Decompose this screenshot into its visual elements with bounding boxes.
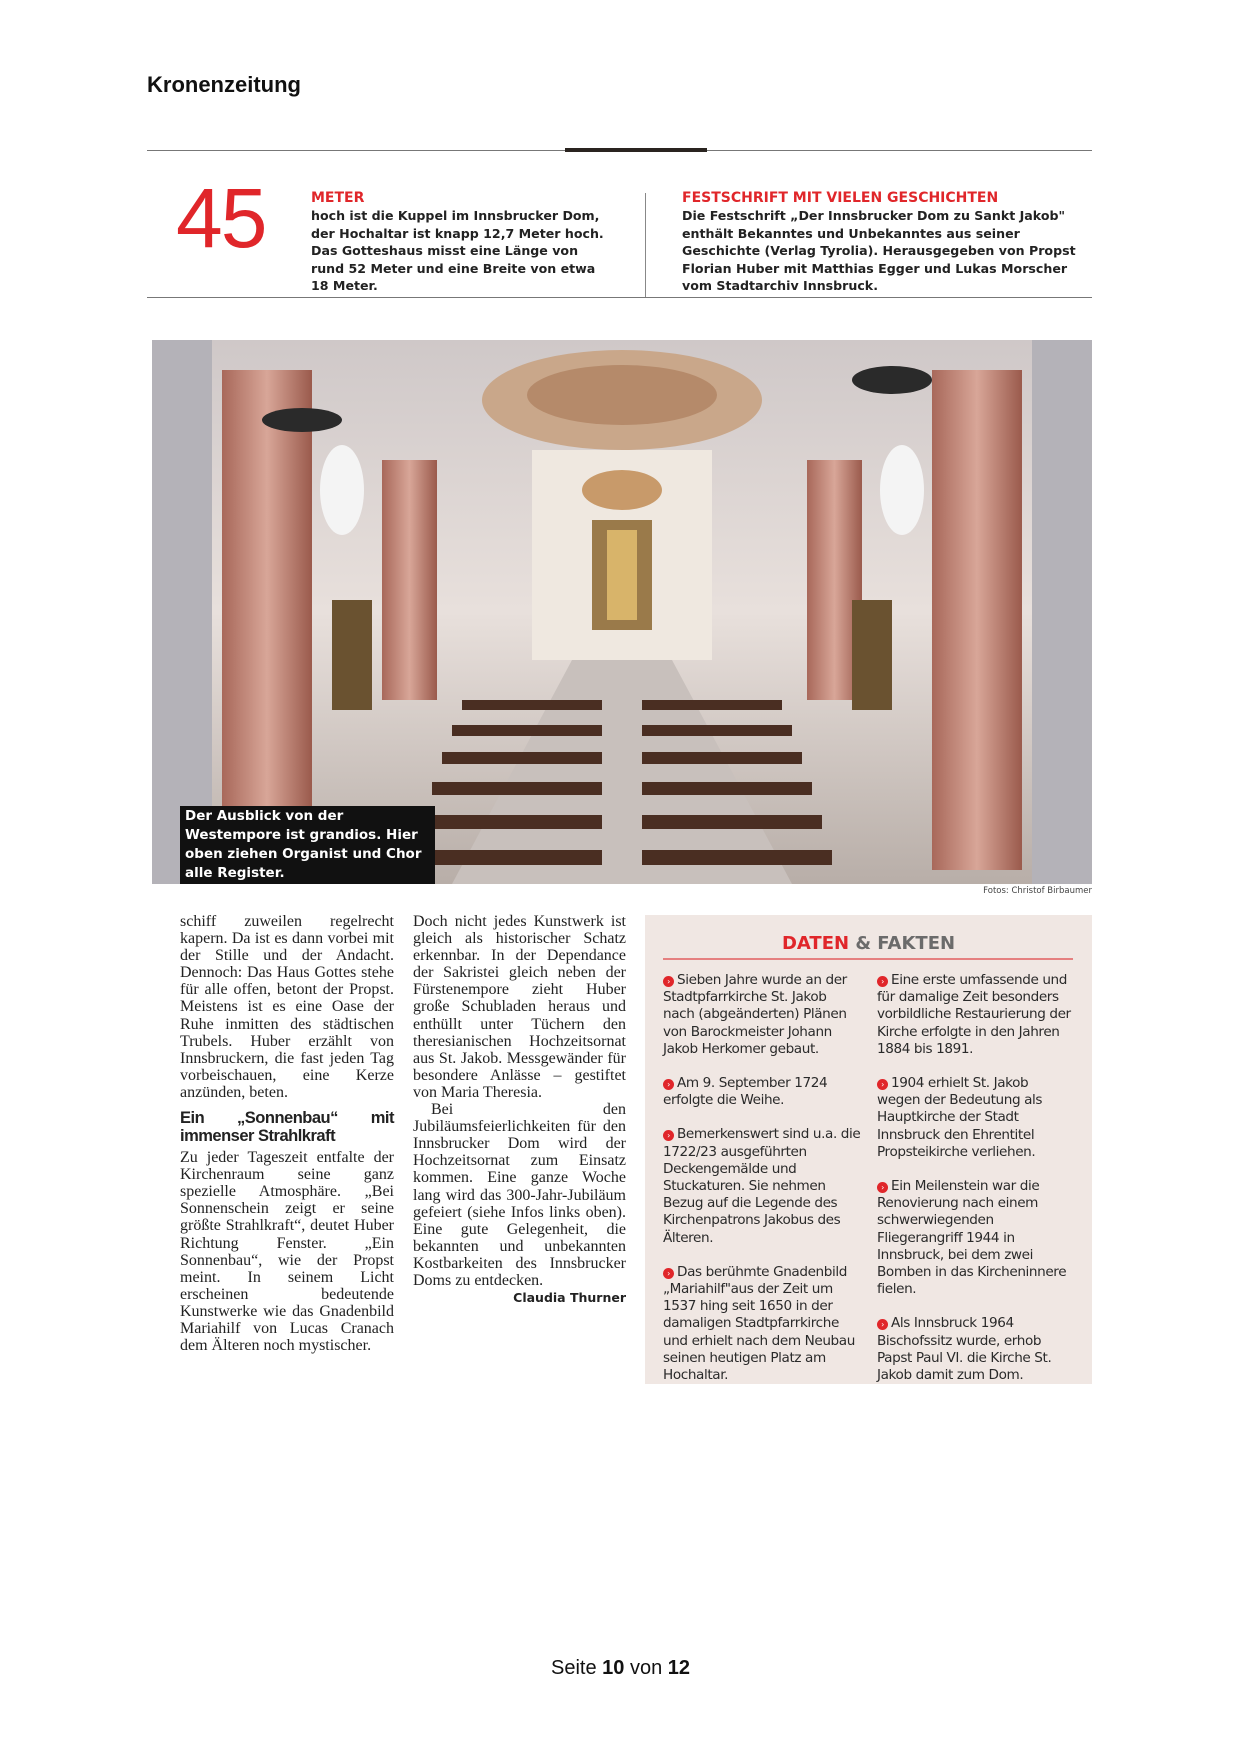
top-rule-accent (565, 148, 707, 152)
bullet-arrow-icon: › (663, 1079, 674, 1090)
fact-item (663, 1264, 861, 1384)
article-column-1 (180, 913, 394, 1354)
facts-rule (663, 958, 1073, 960)
photo-credit: Fotos: Christof Birbaumer (983, 886, 1092, 896)
fact-item (877, 972, 1075, 1058)
info-festschrift-title: FESTSCHRIFT MIT VIELEN GESCHICHTEN (682, 190, 999, 206)
info-meter-title: METER (311, 190, 365, 206)
info-meter (311, 190, 611, 295)
bullet-arrow-icon: › (663, 1268, 674, 1279)
footer-total-pages: 12 (667, 1657, 691, 1679)
facts-title-gray: & FAKTEN (855, 933, 956, 954)
church-interior-photo (152, 340, 1092, 884)
fact-text: Das berühmte Gnadenbild „Mariahilf"aus der Zeit um 1537 hing seit 1650 in der damaligen Stadtpfarrkirche und erhielt nach dem Neubau seinen heutigen Platz am Hochaltar. (663, 1263, 855, 1384)
article-paragraph-continued: Doch nicht jedes Kunstwerk ist gleich als historischer Schatz erkennbar. In der Dependance der Sakristei gleich neben der Fürstenempore zieht Huber große Schubladen heraus und enthüllt unter Tüchern den theresianischen Hochzeitsornat aus St. Jakob. Messgewänder für besondere Anlässe – gestiftet von Maria Theresia. (413, 913, 626, 1101)
facts-box (645, 915, 1092, 1384)
facts-title (645, 933, 1092, 954)
fact-item (663, 1075, 861, 1109)
footer-page-number: 10 (602, 1657, 625, 1679)
bullet-arrow-icon: › (663, 976, 674, 987)
bullet-arrow-icon: › (663, 1130, 674, 1141)
fact-text: Als Innsbruck 1964 Bischofssitz wurde, erhob Papst Paul VI. die Kirche St. Jakob damit zum Dom. (877, 1315, 1052, 1384)
facts-column-2 (877, 972, 1075, 1401)
footer-prefix: Seite (550, 1657, 597, 1679)
facts-column-1 (663, 972, 861, 1401)
article-column-2 (413, 913, 626, 1306)
fact-item (877, 1178, 1075, 1298)
fact-item (877, 1315, 1075, 1384)
page-footer (0, 1657, 1241, 1680)
fact-item (877, 1075, 1075, 1161)
publication-name: Kronenzeitung (147, 72, 301, 97)
article-paragraph: Zu jeder Tageszeit entfalte der Kirchenraum seine ganz spezielle Atmosphäre. „Bei Sonnenschein zeigt er seine größte Strahlkraft“, deutet Huber Richtung Fenster. „Ein Sonnenbau“, wie der Propst meint. In seinem Licht erscheinen bedeutende Kunstwerke wie das Gnadenbild Mariahilf von Lucas Cranach dem Älteren noch mystischer. (180, 1149, 394, 1355)
fact-text: Eine erste umfassende und für damalige Zeit besonders vorbildliche Restaurierung der Kirche erfolgte in den Jahren 1884 bis 1891. (877, 972, 1071, 1057)
info-big-number: 45 (176, 171, 266, 265)
bullet-arrow-icon: › (877, 1182, 888, 1193)
article-author: Claudia Thurner (513, 1290, 626, 1306)
bullet-arrow-icon: › (877, 976, 888, 987)
info-festschrift (682, 190, 1092, 295)
article-paragraph: Bei den Jubiläumsfeierlichkeiten für den Innsbrucker Dom wird der Hochzeitsornat zum Einsatz kommen. Eine ganze Woche lang wird das 300-Jahr-Jubiläum gefeiert (siehe Infos links oben). Eine gute Gelegenheit, die bekannten und unbekannten Kostbarkeiten des Innsbrucker Doms zu entdecken. (413, 1101, 626, 1289)
footer-middle: von (629, 1657, 663, 1679)
bullet-arrow-icon: › (877, 1079, 888, 1090)
bullet-arrow-icon: › (877, 1319, 888, 1330)
article-paragraph: schiff zuweilen regelrecht kapern. Da ist es dann vorbei mit der Stille und der Andacht. Dennoch: Das Haus Gottes stehe für alle offen, betont der Propst. Meistens ist es eine Oase der Ruhe inmitten des städtischen Trubels. Huber erzählt von Innsbruckern, die fast jeden Tag vorbeischauen, eine Kerze anzünden, beten. (180, 913, 394, 1101)
fact-text: Am 9. September 1724 erfolgte die Weihe. (663, 1075, 828, 1109)
facts-title-red: DATEN (781, 933, 850, 954)
info-divider (645, 193, 646, 297)
photo-caption: Der Ausblick von der Westempore ist grandios. Hier oben ziehen Organist und Chor alle Register. (180, 806, 435, 884)
fact-text: Bemerkenswert sind u.a. die 1722/23 ausgeführten Deckengemälde und Stuckaturen. Sie nehmen Bezug auf die Legende des Kirchenpatrons Jakobus des Älteren. (663, 1126, 861, 1246)
fact-text: Sieben Jahre wurde an der Stadtpfarrkirche St. Jakob nach (abgeänderten) Plänen von Barockmeister Johann Jakob Herkomer gebaut. (663, 972, 847, 1057)
article-subhead: Ein „Sonnenbau“ mit immenser Strahlkraft (180, 1109, 394, 1146)
fact-text: Ein Meilenstein war die Renovierung nach einem schwerwiegenden Fliegerangriff 1944 in Innsbruck, bei dem zwei Bomben in das Kircheninnere fielen. (877, 1178, 1067, 1298)
fact-item (663, 1126, 861, 1246)
info-meter-text: hoch ist die Kuppel im Innsbrucker Dom, der Hochaltar ist knapp 12,7 Meter hoch. Das Gotteshaus misst eine Länge von rund 52 Meter und eine Breite von etwa 18 Meter. (311, 208, 604, 293)
info-festschrift-text: Die Festschrift „Der Innsbrucker Dom zu Sankt Jakob" enthält Bekanntes und Unbekanntes aus seiner Geschichte (Verlag Tyrolia). Herausgegeben von Propst Florian Huber mit Matthias Egger und Lukas Morscher vom Stadtarchiv Innsbruck. (682, 208, 1076, 293)
fact-text: 1904 erhielt St. Jakob wegen der Bedeutung als Hauptkirche der Stadt Innsbruck den Ehrentitel Propsteikirche verliehen. (877, 1075, 1043, 1160)
info-rule (147, 297, 1092, 298)
fact-item (663, 972, 861, 1058)
